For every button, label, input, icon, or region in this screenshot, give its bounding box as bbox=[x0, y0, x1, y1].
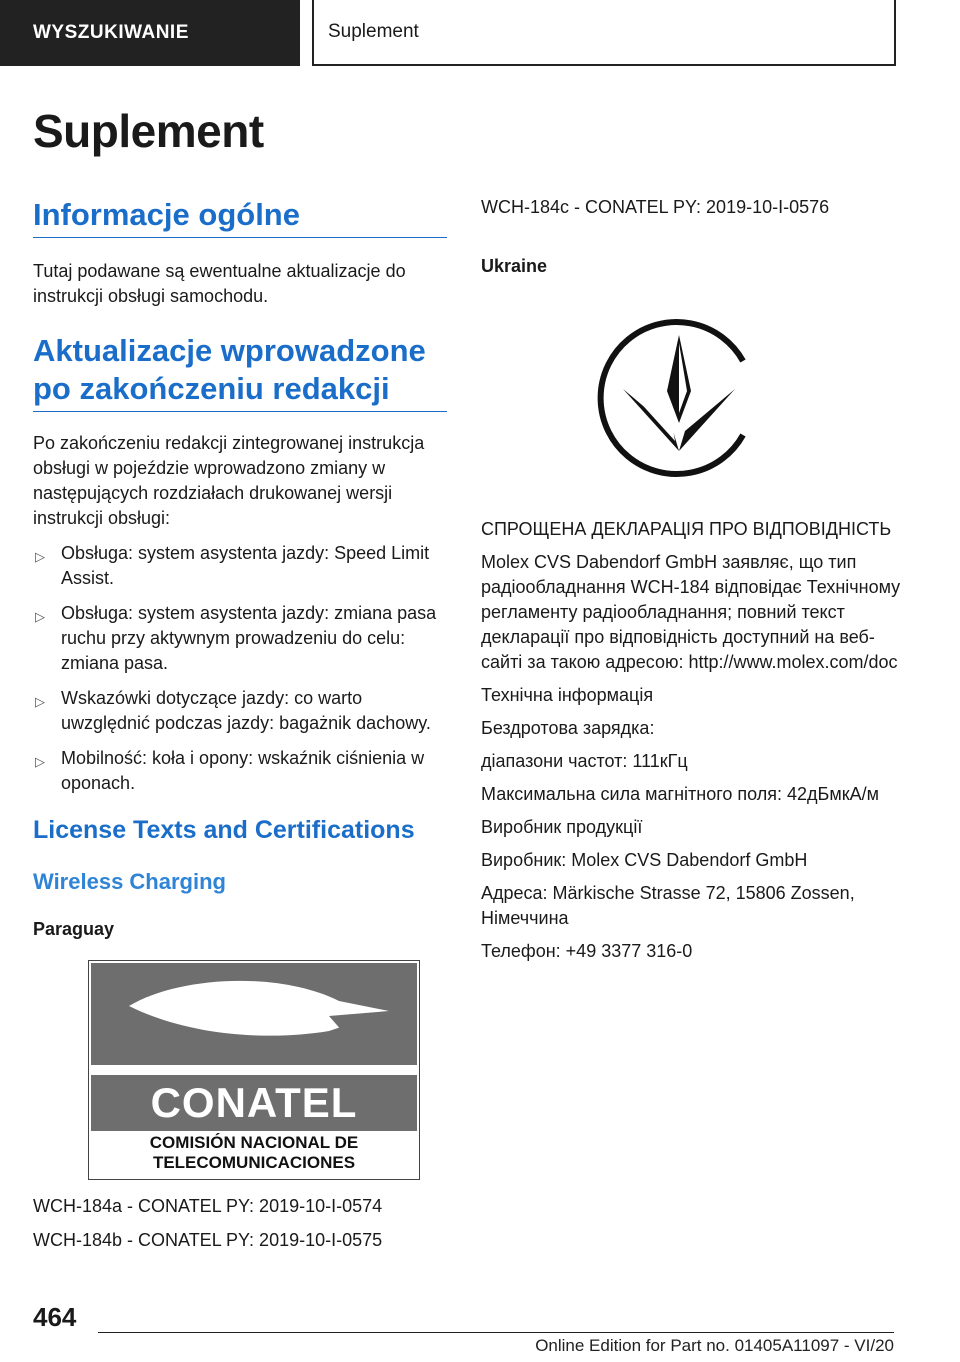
triangle-bullet-icon: ▷ bbox=[35, 609, 45, 624]
triangle-bullet-icon: ▷ bbox=[35, 754, 45, 769]
footer-divider bbox=[98, 1332, 894, 1333]
list-item: ▷ Mobilność: koła i opony: wskaźnik ciśnienia w oponach. bbox=[35, 748, 425, 793]
updates-text: Po zakończeniu redakcji zintegrowanej instrukcja obsługi w pojeździe wprowadzono zmiany w następujących rozdziałach drukowanej wersji instrukcji obsługi: bbox=[33, 433, 425, 528]
cert-184c: WCH-184c - CONATEL PY: 2019-10-I-0576 bbox=[481, 197, 830, 217]
ua-address: Адреса: Märkische Strasse 72, 15806 Zossen, Німеччина bbox=[481, 883, 855, 928]
cert-184a: WCH-184a - CONATEL PY: 2019-10-I-0574 bbox=[33, 1196, 383, 1216]
conatel-logo-subtitle: COMISIÓN NACIONAL DE TELECOMUNICACIONES bbox=[89, 1131, 419, 1177]
heading-license: License Texts and Certifications bbox=[33, 816, 415, 844]
ua-phone: Телефон: +49 3377 316-0 bbox=[481, 941, 693, 961]
right-column bbox=[481, 190, 901, 964]
ua-manufacturer-title: Виробник продукції bbox=[481, 817, 643, 837]
country-ukraine: Ukraine bbox=[481, 256, 548, 276]
triangle-bullet-icon: ▷ bbox=[35, 549, 45, 564]
section-tab[interactable] bbox=[312, 0, 896, 66]
section-tab-label: Suplement bbox=[328, 21, 419, 42]
country-paraguay: Paraguay bbox=[33, 919, 115, 939]
conatel-logo-word: CONATEL bbox=[150, 1079, 358, 1126]
ua-decl-text: Molex CVS Dabendorf GmbH заявляє, що тип радіообладнання WCH-184 відповідає Технічному регламенту радіообладнання; повний текст декларації про відповідність доступний на веб-сайті за такою адресою: http://www.molex.com/doc bbox=[481, 552, 901, 672]
list-item: ▷ Wskazówki dotyczące jazdy: co warto uwzględnić podczas jazdy: bagażnik dachowy. bbox=[35, 688, 431, 733]
heading-updates: Aktualizacje wprowadzone po zakończeniu redakcji bbox=[33, 332, 447, 412]
ua-decl-title: СПРОЩЕНА ДЕКЛАРАЦІЯ ПРО ВІДПОВІДНІСТЬ bbox=[481, 519, 892, 539]
conatel-emblem-icon bbox=[89, 961, 419, 1071]
general-info-text: Tutaj podawane są ewentualne aktualizacje do instrukcji obsługi samochodu. bbox=[33, 261, 406, 306]
list-item: ▷ Obsługa: system asystenta jazdy: Speed Limit Assist. bbox=[35, 543, 430, 588]
ua-manufacturer: Виробник: Molex CVS Dabendorf GmbH bbox=[481, 850, 808, 870]
left-column bbox=[33, 190, 447, 1253]
edition-note: Online Edition for Part no. 01405A11097 - VI/20 bbox=[535, 1336, 894, 1355]
page-title: Suplement bbox=[33, 105, 264, 157]
updates-list bbox=[33, 541, 447, 796]
search-tab-label: WYSZUKIWANIE bbox=[33, 22, 189, 43]
conatel-logo bbox=[88, 960, 420, 1180]
cert-184b: WCH-184b - CONATEL PY: 2019-10-I-0575 bbox=[33, 1230, 383, 1250]
ua-magnetic-field: Максимальна сила магнітного поля: 42дБмкА/м bbox=[481, 784, 879, 804]
page-number: 464 bbox=[33, 1302, 77, 1332]
ukraine-conformity-mark-icon bbox=[595, 313, 755, 483]
ua-tech-info: Технічна інформація bbox=[481, 685, 654, 705]
ua-frequency: діапазони частот: 111кГц bbox=[481, 751, 688, 771]
heading-wireless: Wireless Charging bbox=[33, 869, 226, 894]
search-tab[interactable] bbox=[0, 0, 300, 66]
triangle-bullet-icon: ▷ bbox=[35, 694, 45, 709]
heading-general-info: Informacje ogólne bbox=[33, 196, 447, 238]
list-item: ▷ Obsługa: system asystenta jazdy: zmiana pasa ruchu przy aktywnym prowadzeniu do celu: zmiana pasa. bbox=[35, 603, 437, 673]
ua-wireless: Бездротова зарядка: bbox=[481, 718, 655, 738]
